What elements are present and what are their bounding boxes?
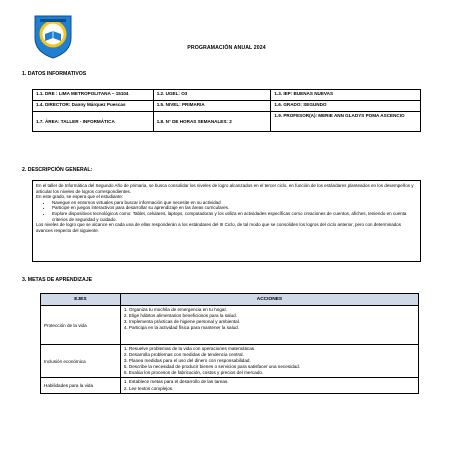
description-intro: En el taller de Informática del Segundo Año de primaria, se busca consolidar los niveles de logro alcanzados en el tercer ciclo, en función de los estándares planteados en los desempeños y articular los niveles de logros correspondientes.: [36, 183, 414, 194]
document-title: PROGRAMACIÓN ANUAL 2024: [187, 45, 266, 51]
info-iep: 1.3. IEP: BUENAS NUEVAS: [271, 90, 421, 101]
description-box: [32, 180, 421, 262]
school-logo: [32, 12, 74, 60]
accion-item: 2. Desarrolla problemas con medidas de tendencia central.: [123, 352, 244, 358]
description-bullet: • Participe en juegos interactivos para desarrollar su aprendizaje en las áreas curriculares.: [52, 205, 417, 211]
acciones-cell: [120, 345, 418, 378]
accion-item: 2. Elige hábitos alimentarios beneficiosos para la salud.: [123, 313, 237, 319]
info-horas: 1.8. N° DE HORAS SEMANALES: 2: [153, 112, 271, 132]
eje-cell: Protección de la vida: [41, 306, 121, 345]
accion-item: 5. Describe la necesidad de producir bienes o servicios para satisfacer una necesidad.: [123, 364, 301, 370]
accion-item: 1. Resuelve problemas de la vida con operaciones matemáticas.: [123, 346, 256, 351]
description-bullet: • Navegue en entornos virtuales para buscar información que necesite en su actividad: [52, 200, 417, 206]
accion-item: 4. Participa en la actividad física para mantener la salud.: [123, 325, 239, 331]
accion-item: 6. Evalúa los procesos de fabricación, costos y precios del mercado.: [123, 370, 264, 376]
description-bullets: [36, 200, 417, 222]
metas-header-ejes: EJES: [41, 294, 121, 306]
acciones-cell: [120, 306, 418, 345]
section-heading-datos: 1. DATOS INFORMATIVOS: [22, 71, 87, 77]
info-profesor: 1.9. PROFESOR(A): MERIE ANN GLADYS POMA ASCENCIO: [271, 112, 421, 132]
info-director: 1.4. DIRECTOR: Danny Márquez Puescas: [33, 101, 154, 112]
accion-item: 1. Organiza tu mochila de emergencia en tu hogar.: [123, 307, 227, 312]
description-closing: Los niveles de logro que se alcance en cada una de ellas responderán a los estándares del III Ciclo, de tal modo que se consoliden los logros del ciclo anterior, pero con determinados avances respecto del siguiente.: [36, 222, 401, 233]
accion-item: 3. Planea medidas para el uso del dinero con responsabilidad.: [123, 358, 251, 364]
section-heading-metas: 3. METAS DE APRENDIZAJE: [22, 277, 93, 283]
accion-item: 3. Implementa prácticas de higiene personal y ambiental.: [123, 319, 241, 325]
section-heading-descripcion: 2. DESCRIPCIÓN GENERAL:: [22, 167, 93, 173]
info-nivel: 1.5. NIVEL: PRIMARIA: [153, 101, 271, 112]
info-grado: 1.6. GRADO: SEGUNDO: [271, 101, 421, 112]
info-ugel: 1.2. UGEL: O3: [153, 90, 271, 101]
description-bullet: • Explore dispositivos tecnológicos como: Tablet, celulares, laptops, computadoras y los utiliza en actividades específicas como creaciones de cuentos, afiches, teniendo en cuenta criterios de seguridad y cuidado.: [52, 211, 417, 222]
accion-item: 2. Lee textos complejos.: [123, 385, 174, 391]
info-table: [32, 89, 421, 132]
acciones-cell: [120, 378, 418, 393]
description-lead: En este grado, se espera que el estudiante:: [36, 194, 124, 200]
info-dre: 1.1. DRE : LIMA METROPOLITANA – 15104: [33, 90, 154, 101]
info-area: 1.7. ÁREA: TALLER - INFORMÁTICA: [33, 112, 154, 132]
metas-table: [40, 293, 419, 394]
eje-cell: Habilidades para la vida: [41, 378, 121, 393]
eje-cell: Inclusión económica: [41, 345, 121, 378]
accion-item: 1. Establece metas para el desarrollo de las tareas.: [123, 379, 229, 385]
metas-header-acciones: ACCIONES: [120, 294, 418, 306]
